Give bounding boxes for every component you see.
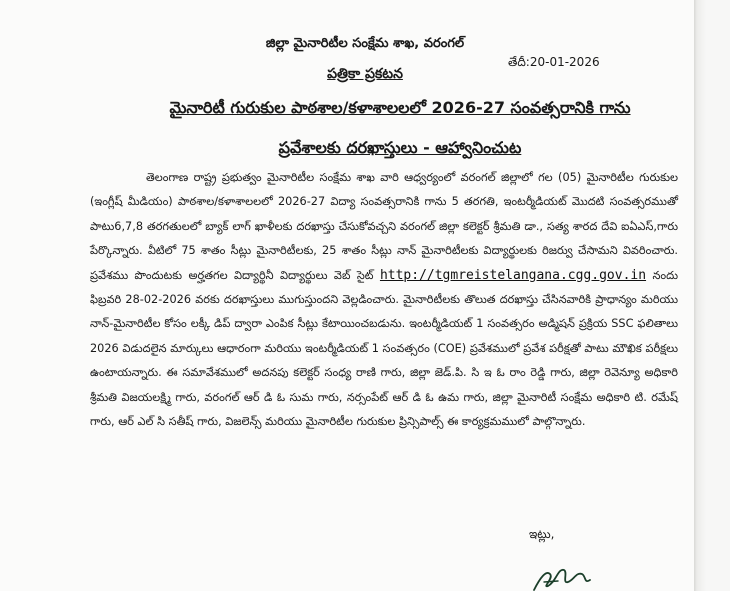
- date-label: తేదీ:20-01-2026: [508, 55, 600, 69]
- office-header: జిల్లా మైనారిటీల సంక్షేమ శాఖ, వరంగల్: [265, 36, 465, 51]
- body-text-part-1: తెలంగాణ రాష్ట్ర ప్రభుత్వం మైనారిటీల సంక్షేమ శాఖ వారి ఆధ్వర్యంలో వరంగల్ జిల్లాలో గల (05) మైనారిటీల గురుకుల (ఇంగ్లీష్ మీడియం) పాఠశాల/కళాశాలలలో 2026-27 విద్యా సంవత్సరానికి గాను 5 తరగతి, ఇంటర్మీడియట్ మొదటి సంవత్సరముతో పాటు6,7,8 తరగతులలో బ్యాక్ లాగ్ ఖాళీలకు దరఖాస్తు చేసుకోవచ్చని వరంగల్ జిల్లా కలెక్టర్ శ్రీమతి డా., సత్య శారద దేవి ఐఏఎస్,గారు పేర్కొన్నారు. వీటిలో 75 శాతం సీట్లు మైనారిటీలకు, 25 శాతం సీట్లు నాన్ మైనారిటీలకు విద్యార్థులకు రిజర్వు చేసామని వివరించారు. ప్రవేశము పొందుటకు అర్హతగల విద్యార్థినీ విద్యార్థులు వెబ్ సైట్: [90, 171, 678, 282]
- signature-image: [528, 560, 598, 591]
- page-edge: [694, 0, 730, 591]
- website-link[interactable]: http://tgmreistelangana.cgg.gov.in: [379, 267, 647, 283]
- closing-text: ఇట్లు,: [529, 527, 555, 541]
- body-paragraph: [90, 166, 678, 434]
- main-title-line-1: మైనారిటీ గురుకుల పాఠశాల/కళాశాలలలో 2026-27 సంవత్సరానికి గాను: [169, 98, 631, 117]
- main-title-line-2: ప్రవేశాలకు దరఖాస్తులు - ఆహ్వానించుట: [278, 138, 522, 157]
- body-text-part-2: నందు ఫిబ్రవరి 28-02-2026 వరకు దరఖాస్తులు ముగుస్తుందని వెల్లడించారు. మైనారిటీలకు తొలుత దరఖాస్తు చేసినవారికి ప్రాధాన్యం మరియు నాన్-మైనారిటీల కోసం లక్కీ డిప్ ద్వారా ఎంపిక సీట్లు కేటాయించబడును. ఇంటర్మీడియట్ 1 సంవత్సరం అడ్మిషన్ ప్రక్రియ SSC ఫలితాలు 2026 విడుదలైన మార్కులు ఆధారంగా మరియు ఇంటర్మీడియట్ 1 సంవత్సరం (COE) ప్రవేశములో ప్రవేశ పరీక్షతో పాటు మౌఖిక పరీక్షలు ఉంటాయన్నారు. ఈ సమావేశములో అదనపు కలెక్టర్ సంధ్య రాణి గారు, జిల్లా జెడ్.పి. సి ఇ ఓ రాం రెడ్డి గారు, జిల్లా రెవెన్యూ అధికారి శ్రీమతి విజయలక్ష్మి గారు, వరంగల్ ఆర్ డి ఓ సుమ గారు, నర్సంపేట్ ఆర్ డి ఓ ఉమ గారు, జిల్లా మైనారిటీ సంక్షేమ అధికారి టి. రమేష్ గారు, ఆర్ ఎల్ సి సతీష్ గారు, విజలెన్స్ మరియు మైనారిటీల గురుకుల ప్రిన్సిపాల్స్ ఈ కార్యక్రమములో పాల్గొన్నారు.: [90, 268, 679, 429]
- press-release-title: పత్రికా ప్రకటన: [327, 66, 403, 82]
